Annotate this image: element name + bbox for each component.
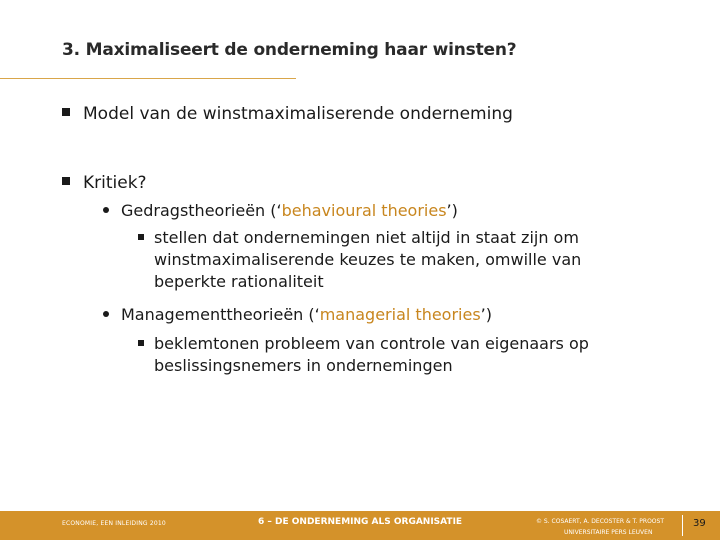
detail-managerial-line2: beslissingsnemers in ondernemingen [154, 356, 453, 375]
detail-behavioural-line3: beperkte rationaliteit [154, 272, 324, 291]
bullet-model [62, 104, 513, 124]
slide-title: 3. Maximaliseert de onderneming haar winsten? [62, 40, 517, 60]
sub-bullet-accent: behavioural theories [281, 201, 447, 220]
detail-managerial [138, 333, 638, 377]
footer-divider [682, 515, 683, 536]
title-underline [0, 78, 296, 79]
bullet-kritiek-text: Kritiek? [83, 173, 147, 193]
detail-behavioural [138, 227, 638, 293]
sub-bullet-suffix: ’) [480, 305, 492, 324]
page-number: 39 [693, 518, 706, 529]
sub-bullet-suffix: ’) [446, 201, 458, 220]
sub-bullet-prefix: Managementtheorieën (‘ [121, 305, 320, 324]
sub-bullet-managerial [103, 305, 492, 324]
footer-course: ECONOMIE, EEN INLEIDING 2010 [62, 520, 166, 527]
square-bullet-icon [138, 340, 144, 346]
square-bullet-icon [62, 177, 70, 185]
sub-bullet-prefix: Gedragstheorieën (‘ [121, 201, 282, 220]
detail-behavioural-line2: winstmaximaliserende keuzes te maken, omwille van [154, 250, 582, 269]
footer-copyright [536, 516, 664, 538]
footer-copyright-line2: UNIVERSITAIRE PERS LEUVEN [564, 529, 653, 536]
sub-bullet-behavioural [103, 201, 458, 220]
sub-bullet-accent: managerial theories [319, 305, 481, 324]
bullet-model-text: Model van de winstmaximaliserende onderneming [83, 104, 513, 124]
round-bullet-icon [103, 207, 109, 213]
bullet-kritiek [62, 173, 147, 193]
square-bullet-icon [138, 234, 144, 240]
detail-behavioural-line1: stellen dat ondernemingen niet altijd in staat zijn om [154, 228, 579, 247]
detail-managerial-line1: beklemtonen probleem van controle van eigenaars op [154, 334, 589, 353]
footer-copyright-line1: © S. COSAERT, A. DECOSTER & T. PROOST [536, 518, 665, 525]
footer-chapter: 6 – DE ONDERNEMING ALS ORGANISATIE [258, 517, 463, 527]
square-bullet-icon [62, 108, 70, 116]
round-bullet-icon [103, 311, 109, 317]
